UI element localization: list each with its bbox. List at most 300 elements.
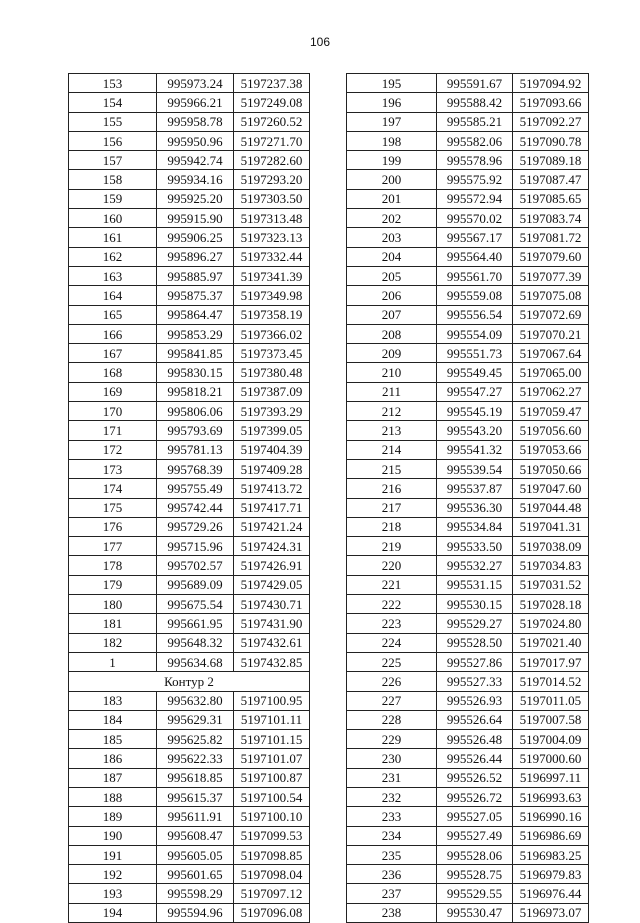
point-number-cell: 166 [69,324,157,343]
y-coordinate-cell: 5196973.07 [513,903,589,922]
y-coordinate-cell: 5197031.52 [513,575,589,594]
x-coordinate-cell: 995793.69 [157,421,234,440]
point-number-cell: 170 [69,402,157,421]
y-coordinate-cell: 5196997.11 [513,768,589,787]
point-number-cell: 188 [69,787,157,806]
table-row [347,903,589,922]
table-row [69,324,310,343]
point-number-cell: 195 [347,74,437,93]
y-coordinate-cell: 5197081.72 [513,228,589,247]
table-row [69,575,310,594]
x-coordinate-cell: 995528.50 [437,633,513,652]
point-number-cell: 158 [69,170,157,189]
y-coordinate-cell: 5197249.08 [234,93,310,112]
point-number-cell: 218 [347,517,437,536]
table-row [69,112,310,131]
table-row [347,131,589,150]
page-number: 106 [309,35,331,49]
table-row [347,691,589,710]
table-row [69,131,310,150]
table-row [69,382,310,401]
table-row [69,691,310,710]
y-coordinate-cell: 5197024.80 [513,614,589,633]
point-number-cell: 155 [69,112,157,131]
x-coordinate-cell: 995567.17 [437,228,513,247]
x-coordinate-cell: 995530.15 [437,595,513,614]
point-number-cell: 186 [69,749,157,768]
x-coordinate-cell: 995537.87 [437,479,513,498]
coordinates-table-right [346,73,589,923]
table-row [347,517,589,536]
table-row [69,74,310,93]
table-row [69,633,310,652]
x-coordinate-cell: 995527.86 [437,652,513,671]
x-coordinate-cell: 995915.90 [157,209,234,228]
table-row [69,903,310,922]
point-number-cell: 235 [347,845,437,864]
point-number-cell: 193 [69,884,157,903]
table-row [347,440,589,459]
y-coordinate-cell: 5197432.61 [234,633,310,652]
y-coordinate-cell: 5197092.27 [513,112,589,131]
x-coordinate-cell: 995536.30 [437,498,513,517]
point-number-cell: 176 [69,517,157,536]
table-row [347,363,589,382]
point-number-cell: 194 [69,903,157,922]
table-row [347,479,589,498]
y-coordinate-cell: 5197430.71 [234,595,310,614]
table-row [347,652,589,671]
x-coordinate-cell: 995575.92 [437,170,513,189]
table-row [347,595,589,614]
point-number-cell: 153 [69,74,157,93]
y-coordinate-cell: 5197056.60 [513,421,589,440]
table-row [69,807,310,826]
point-number-cell: 216 [347,479,437,498]
point-number-cell: 1 [69,652,157,671]
y-coordinate-cell: 5197094.92 [513,74,589,93]
point-number-cell: 199 [347,151,437,170]
point-number-cell: 233 [347,807,437,826]
table-row [69,228,310,247]
x-coordinate-cell: 995605.05 [157,845,234,864]
point-number-cell: 223 [347,614,437,633]
y-coordinate-cell: 5197007.58 [513,710,589,729]
point-number-cell: 212 [347,402,437,421]
x-coordinate-cell: 995554.09 [437,324,513,343]
table-row [69,421,310,440]
x-coordinate-cell: 995527.05 [437,807,513,826]
y-coordinate-cell: 5197424.31 [234,537,310,556]
y-coordinate-cell: 5196993.63 [513,787,589,806]
y-coordinate-cell: 5197100.54 [234,787,310,806]
y-coordinate-cell: 5197098.85 [234,845,310,864]
x-coordinate-cell: 995591.67 [437,74,513,93]
y-coordinate-cell: 5197282.60 [234,151,310,170]
y-coordinate-cell: 5196976.44 [513,884,589,903]
point-number-cell: 180 [69,595,157,614]
x-coordinate-cell: 995715.96 [157,537,234,556]
table-row [69,479,310,498]
x-coordinate-cell: 995598.29 [157,884,234,903]
x-coordinate-cell: 995950.96 [157,131,234,150]
table-row [69,556,310,575]
point-number-cell: 237 [347,884,437,903]
point-number-cell: 204 [347,247,437,266]
y-coordinate-cell: 5197349.98 [234,286,310,305]
table-row [347,286,589,305]
x-coordinate-cell: 995539.54 [437,459,513,478]
point-number-cell: 190 [69,826,157,845]
point-number-cell: 157 [69,151,157,170]
x-coordinate-cell: 995526.48 [437,730,513,749]
point-number-cell: 203 [347,228,437,247]
point-number-cell: 228 [347,710,437,729]
y-coordinate-cell: 5197077.39 [513,266,589,285]
point-number-cell: 209 [347,344,437,363]
point-number-cell: 229 [347,730,437,749]
x-coordinate-cell: 995629.31 [157,710,234,729]
point-number-cell: 208 [347,324,437,343]
x-coordinate-cell: 995601.65 [157,865,234,884]
y-coordinate-cell: 5197059.47 [513,402,589,421]
table-row [347,344,589,363]
point-number-cell: 178 [69,556,157,575]
point-number-cell: 160 [69,209,157,228]
x-coordinate-cell: 995528.06 [437,845,513,864]
x-coordinate-cell: 995545.19 [437,402,513,421]
point-number-cell: 156 [69,131,157,150]
y-coordinate-cell: 5197038.09 [513,537,589,556]
y-coordinate-cell: 5197387.09 [234,382,310,401]
table-row [69,286,310,305]
x-coordinate-cell: 995526.52 [437,768,513,787]
contour-section-header: Контур 2 [69,672,310,691]
point-number-cell: 173 [69,459,157,478]
y-coordinate-cell: 5197047.60 [513,479,589,498]
x-coordinate-cell: 995841.85 [157,344,234,363]
x-coordinate-cell: 995742.44 [157,498,234,517]
y-coordinate-cell: 5197100.87 [234,768,310,787]
y-coordinate-cell: 5197303.50 [234,189,310,208]
point-number-cell: 206 [347,286,437,305]
point-number-cell: 197 [347,112,437,131]
point-number-cell: 227 [347,691,437,710]
x-coordinate-cell: 995611.91 [157,807,234,826]
y-coordinate-cell: 5197062.27 [513,382,589,401]
x-coordinate-cell: 995549.45 [437,363,513,382]
x-coordinate-cell: 995806.06 [157,402,234,421]
y-coordinate-cell: 5197100.10 [234,807,310,826]
x-coordinate-cell: 995582.06 [437,131,513,150]
x-coordinate-cell: 995530.47 [437,903,513,922]
point-number-cell: 238 [347,903,437,922]
y-coordinate-cell: 5197260.52 [234,112,310,131]
point-number-cell: 213 [347,421,437,440]
y-coordinate-cell: 5197426.91 [234,556,310,575]
point-number-cell: 159 [69,189,157,208]
table-row [347,672,589,691]
point-number-cell: 214 [347,440,437,459]
y-coordinate-cell: 5197044.48 [513,498,589,517]
x-coordinate-cell: 995529.55 [437,884,513,903]
x-coordinate-cell: 995768.39 [157,459,234,478]
x-coordinate-cell: 995973.24 [157,74,234,93]
point-number-cell: 192 [69,865,157,884]
y-coordinate-cell: 5197271.70 [234,131,310,150]
x-coordinate-cell: 995675.54 [157,595,234,614]
table-row [347,151,589,170]
x-coordinate-cell: 995547.27 [437,382,513,401]
table-row [347,537,589,556]
point-number-cell: 183 [69,691,157,710]
x-coordinate-cell: 995830.15 [157,363,234,382]
point-number-cell: 168 [69,363,157,382]
y-coordinate-cell: 5197293.20 [234,170,310,189]
point-number-cell: 198 [347,131,437,150]
table-row [347,247,589,266]
y-coordinate-cell: 5197237.38 [234,74,310,93]
y-coordinate-cell: 5197393.29 [234,402,310,421]
point-number-cell: 221 [347,575,437,594]
point-number-cell: 224 [347,633,437,652]
y-coordinate-cell: 5197101.07 [234,749,310,768]
point-number-cell: 174 [69,479,157,498]
point-number-cell: 175 [69,498,157,517]
table-row [347,710,589,729]
table-row [69,614,310,633]
x-coordinate-cell: 995526.64 [437,710,513,729]
y-coordinate-cell: 5197313.48 [234,209,310,228]
table-row [69,440,310,459]
table-row [69,151,310,170]
x-coordinate-cell: 995702.57 [157,556,234,575]
table-row [69,652,310,671]
x-coordinate-cell: 995578.96 [437,151,513,170]
x-coordinate-cell: 995729.26 [157,517,234,536]
table-row [347,749,589,768]
x-coordinate-cell: 995564.40 [437,247,513,266]
x-coordinate-cell: 995556.54 [437,305,513,324]
table-row [69,884,310,903]
table-row [347,845,589,864]
table-row [347,382,589,401]
x-coordinate-cell: 995532.27 [437,556,513,575]
point-number-cell: 222 [347,595,437,614]
y-coordinate-cell: 5197413.72 [234,479,310,498]
table-row [69,749,310,768]
x-coordinate-cell: 995942.74 [157,151,234,170]
table-row [347,209,589,228]
table-row [69,363,310,382]
table-row [69,344,310,363]
y-coordinate-cell: 5197409.28 [234,459,310,478]
point-number-cell: 219 [347,537,437,556]
x-coordinate-cell: 995885.97 [157,266,234,285]
y-coordinate-cell: 5197098.04 [234,865,310,884]
table-row [69,517,310,536]
x-coordinate-cell: 995648.32 [157,633,234,652]
y-coordinate-cell: 5197041.31 [513,517,589,536]
x-coordinate-cell: 995875.37 [157,286,234,305]
y-coordinate-cell: 5197399.05 [234,421,310,440]
point-number-cell: 196 [347,93,437,112]
x-coordinate-cell: 995533.50 [437,537,513,556]
y-coordinate-cell: 5197011.05 [513,691,589,710]
point-number-cell: 202 [347,209,437,228]
x-coordinate-cell: 995906.25 [157,228,234,247]
y-coordinate-cell: 5197089.18 [513,151,589,170]
table-row [347,556,589,575]
x-coordinate-cell: 995864.47 [157,305,234,324]
point-number-cell: 187 [69,768,157,787]
x-coordinate-cell: 995585.21 [437,112,513,131]
x-coordinate-cell: 995818.21 [157,382,234,401]
table-row [69,498,310,517]
x-coordinate-cell: 995781.13 [157,440,234,459]
y-coordinate-cell: 5197075.08 [513,286,589,305]
point-number-cell: 211 [347,382,437,401]
y-coordinate-cell: 5197432.85 [234,652,310,671]
y-coordinate-cell: 5196986.69 [513,826,589,845]
x-coordinate-cell: 995570.02 [437,209,513,228]
y-coordinate-cell: 5196983.25 [513,845,589,864]
point-number-cell: 232 [347,787,437,806]
x-coordinate-cell: 995594.96 [157,903,234,922]
y-coordinate-cell: 5197053.66 [513,440,589,459]
y-coordinate-cell: 5197332.44 [234,247,310,266]
x-coordinate-cell: 995534.84 [437,517,513,536]
point-number-cell: 162 [69,247,157,266]
table-row [69,595,310,614]
x-coordinate-cell: 995528.75 [437,865,513,884]
table-row [69,730,310,749]
table-row [69,93,310,112]
table-row [347,228,589,247]
table-row [347,614,589,633]
table-row [69,209,310,228]
table-row [69,305,310,324]
point-number-cell: 217 [347,498,437,517]
x-coordinate-cell: 995561.70 [437,266,513,285]
point-number-cell: 182 [69,633,157,652]
table-row [69,865,310,884]
table-row [69,170,310,189]
y-coordinate-cell: 5197101.15 [234,730,310,749]
table-row [69,189,310,208]
y-coordinate-cell: 5197070.21 [513,324,589,343]
table-row [347,324,589,343]
y-coordinate-cell: 5197050.66 [513,459,589,478]
x-coordinate-cell: 995634.68 [157,652,234,671]
point-number-cell: 220 [347,556,437,575]
point-number-cell: 184 [69,710,157,729]
x-coordinate-cell: 995588.42 [437,93,513,112]
y-coordinate-cell: 5197404.39 [234,440,310,459]
table-row [69,768,310,787]
table-row [69,826,310,845]
point-number-cell: 207 [347,305,437,324]
x-coordinate-cell: 995958.78 [157,112,234,131]
y-coordinate-cell: 5197079.60 [513,247,589,266]
y-coordinate-cell: 5197366.02 [234,324,310,343]
point-number-cell: 191 [69,845,157,864]
x-coordinate-cell: 995622.33 [157,749,234,768]
table-row [69,672,310,691]
table-row [347,459,589,478]
y-coordinate-cell: 5197093.66 [513,93,589,112]
point-number-cell: 154 [69,93,157,112]
point-number-cell: 164 [69,286,157,305]
x-coordinate-cell: 995853.29 [157,324,234,343]
point-number-cell: 225 [347,652,437,671]
point-number-cell: 201 [347,189,437,208]
point-number-cell: 185 [69,730,157,749]
point-number-cell: 215 [347,459,437,478]
x-coordinate-cell: 995608.47 [157,826,234,845]
y-coordinate-cell: 5197090.78 [513,131,589,150]
x-coordinate-cell: 995615.37 [157,787,234,806]
x-coordinate-cell: 995559.08 [437,286,513,305]
table-row [69,845,310,864]
x-coordinate-cell: 995531.15 [437,575,513,594]
y-coordinate-cell: 5197072.69 [513,305,589,324]
x-coordinate-cell: 995755.49 [157,479,234,498]
table-row [347,189,589,208]
y-coordinate-cell: 5197034.83 [513,556,589,575]
point-number-cell: 172 [69,440,157,459]
y-coordinate-cell: 5197101.11 [234,710,310,729]
x-coordinate-cell: 995625.82 [157,730,234,749]
table-row [69,402,310,421]
table-row [69,537,310,556]
table-row [69,247,310,266]
x-coordinate-cell: 995618.85 [157,768,234,787]
table-row [69,787,310,806]
y-coordinate-cell: 5197100.95 [234,691,310,710]
y-coordinate-cell: 5196979.83 [513,865,589,884]
y-coordinate-cell: 5197099.53 [234,826,310,845]
coordinates-table-left [68,73,310,923]
table-row [347,498,589,517]
y-coordinate-cell: 5197065.00 [513,363,589,382]
x-coordinate-cell: 995541.32 [437,440,513,459]
y-coordinate-cell: 5197373.45 [234,344,310,363]
point-number-cell: 169 [69,382,157,401]
point-number-cell: 205 [347,266,437,285]
table-row [347,266,589,285]
y-coordinate-cell: 5197431.90 [234,614,310,633]
y-coordinate-cell: 5197004.09 [513,730,589,749]
table-row [347,826,589,845]
table-row [347,633,589,652]
table-row [347,421,589,440]
y-coordinate-cell: 5197417.71 [234,498,310,517]
table-row [347,865,589,884]
x-coordinate-cell: 995925.20 [157,189,234,208]
point-number-cell: 167 [69,344,157,363]
table-row [69,710,310,729]
y-coordinate-cell: 5197085.65 [513,189,589,208]
y-coordinate-cell: 5197323.13 [234,228,310,247]
x-coordinate-cell: 995526.72 [437,787,513,806]
x-coordinate-cell: 995689.09 [157,575,234,594]
point-number-cell: 200 [347,170,437,189]
x-coordinate-cell: 995551.73 [437,344,513,363]
point-number-cell: 236 [347,865,437,884]
x-coordinate-cell: 995543.20 [437,421,513,440]
point-number-cell: 177 [69,537,157,556]
